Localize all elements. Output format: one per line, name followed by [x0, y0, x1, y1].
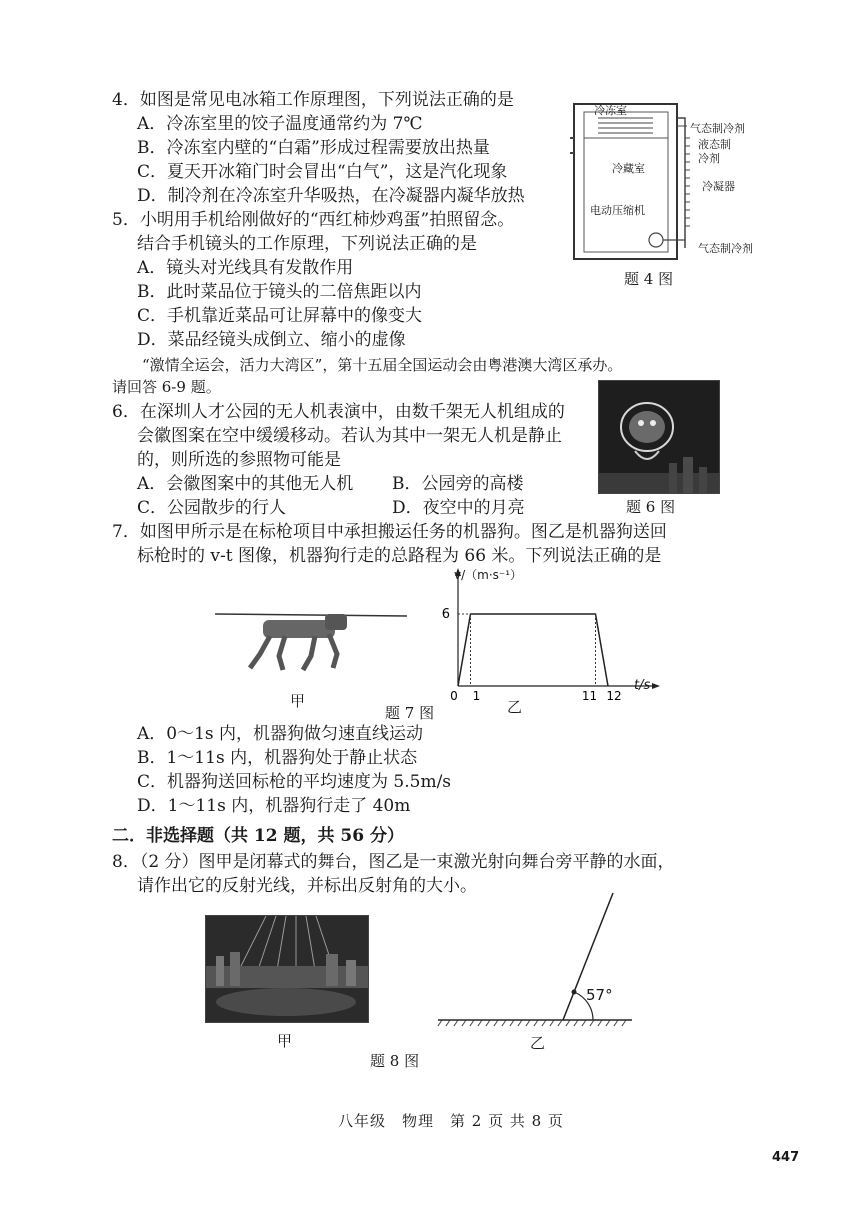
- q7-stem-line2: 标枪时的 v-t 图像，机器狗行走的总路程为 66 米。下列说法正确的是: [137, 546, 662, 566]
- vt-ylabel: v/（m·s⁻¹）: [454, 568, 523, 582]
- x-tick-label: 12: [606, 689, 622, 702]
- q6-stem-line1: 6．在深圳人才公园的无人机表演中，由数千架无人机组成的: [112, 402, 565, 422]
- q6-option-b: B．公园旁的高楼: [392, 474, 524, 494]
- q4-option-d: D．制冷剂在冷冻室升华吸热，在冷凝器内凝华放热: [137, 186, 525, 206]
- intro-line1: “激情全运会，活力大湾区”，第十五届全国运动会由粤港澳大湾区承办。: [142, 356, 623, 374]
- stage-photo: [205, 915, 369, 1023]
- q4-option-a: A．冷冻室里的饺子温度通常约为 7℃: [137, 114, 423, 134]
- page-footer: 八年级 物理 第 2 页 共 8 页: [338, 1112, 564, 1130]
- q6-option-d: D．夜空中的月亮: [392, 498, 525, 518]
- fridge-diagram: [570, 98, 785, 268]
- q7-option-c: C．机器狗送回标枪的平均速度为 5.5m/s: [137, 772, 452, 792]
- q5-stem-line2: 结合手机镜头的工作原理，下列说法正确的是: [137, 234, 477, 254]
- q7-figure-caption: 题 7 图: [385, 704, 435, 722]
- liquid-refrigerant-label: 液态制冷剂: [698, 138, 731, 165]
- q4-option-b: B．冷冻室内壁的“白霜”形成过程需要放出热量: [137, 138, 490, 158]
- q4-figure-caption: 题 4 图: [624, 270, 674, 288]
- q7-option-b: B．1～11s 内，机器狗处于静止状态: [137, 748, 418, 768]
- q8-label-jia: 甲: [277, 1032, 293, 1050]
- q8-stem-line2: 请作出它的反射光线，并标出反射角的大小。: [137, 876, 477, 896]
- condenser-label: 冷凝器: [702, 180, 735, 193]
- reflection-diagram: [436, 888, 636, 1028]
- q7-label-yi: 乙: [507, 698, 523, 716]
- x-axis-arrow: [652, 683, 660, 689]
- water-hatching: [438, 1020, 626, 1026]
- q7-option-d: D．1～11s 内，机器狗行走了 40m: [137, 796, 411, 816]
- q7-stem-line1: 7．如图甲所示是在标枪项目中承担搬运任务的机器狗。图乙是机器狗送回: [112, 522, 667, 542]
- q5-option-d: D．菜品经镜头成倒立、缩小的虚像: [137, 330, 406, 350]
- q6-stem-line2: 会徽图案在空中缓缓移动。若认为其中一架无人机是静止: [137, 426, 562, 446]
- q8-stem-line1: 8．（2 分）图甲是闭幕式的舞台，图乙是一束激光射向舞台旁平静的水面，: [112, 852, 675, 872]
- q8-label-yi: 乙: [530, 1034, 546, 1052]
- robot-dog-figure: [215, 600, 410, 680]
- vt-series-line: [458, 614, 608, 686]
- q7-option-a: A．0～1s 内，机器狗做匀速直线运动: [137, 724, 424, 744]
- x-tick-label: 1: [472, 689, 481, 702]
- q6-figure-caption: 题 6 图: [626, 498, 676, 516]
- q8-figure-caption: 题 8 图: [370, 1052, 420, 1070]
- q6-stem-line3: 的，则所选的参照物可能是: [137, 450, 341, 470]
- compressor-label: 电动压缩机: [590, 204, 645, 217]
- drone-show-photo: [598, 380, 720, 494]
- q6-option-c: C．公园散步的行人: [137, 498, 287, 518]
- q5-option-b: B．此时菜品位于镜头的二倍焦距以内: [137, 282, 422, 302]
- q5-option-c: C．手机靠近菜品可让屏幕中的像变大: [137, 306, 423, 326]
- page-number: 447: [772, 1150, 800, 1165]
- q5-stem-line1: 5．小明用手机给刚做好的“西红柿炒鸡蛋”拍照留念。: [112, 210, 515, 230]
- gas-refrigerant-bottom-label: 气态制冷剂: [698, 242, 753, 255]
- x-tick-label: 0: [450, 689, 458, 702]
- section2-title: 二．非选择题（共 12 题，共 56 分）: [112, 826, 404, 846]
- angle-label: 57°: [586, 986, 613, 1004]
- q5-option-a: A．镜头对光线具有发散作用: [137, 258, 354, 278]
- y-tick-label: 6: [441, 607, 450, 622]
- q4-stem: 4．如图是常见电冰箱工作原理图，下列说法正确的是: [112, 90, 514, 110]
- vt-xlabel: t/s: [634, 678, 651, 693]
- angle-point: [572, 990, 577, 995]
- q6-option-a: A．会徽图案中的其他无人机: [137, 474, 354, 494]
- fridge-label: 冷藏室: [612, 162, 645, 175]
- vt-chart: [430, 562, 670, 702]
- q7-label-jia: 甲: [290, 692, 306, 710]
- x-tick-label: 11: [581, 689, 598, 702]
- intro-line2: 请回答 6-9 题。: [112, 378, 221, 396]
- q4-option-c: C．夏天开冰箱门时会冒出“白气”，这是汽化现象: [137, 162, 508, 182]
- freezer-label: 冷冻室: [594, 104, 627, 117]
- gas-refrigerant-top-label: 气态制冷剂: [690, 122, 745, 135]
